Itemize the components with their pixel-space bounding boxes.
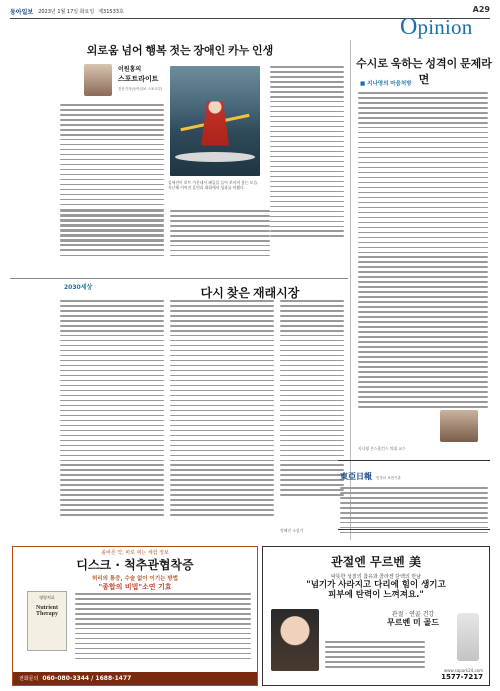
donga-brand: 東亞日報 — [340, 472, 372, 481]
opinion-logo-initial: O — [400, 14, 418, 40]
page-number: A29 — [472, 5, 490, 14]
ad-book-title: Nutrient Therapy — [35, 605, 58, 617]
author-column-name: 스포트라이트 — [118, 75, 159, 83]
ad-right-quote-1: "넘기가 사라지고 다리에 힘이 생기고 — [306, 580, 446, 590]
ad-left-title: 디스크 · 척추관협착증 — [76, 558, 194, 572]
ad-book-subtitle: 영양치료 — [39, 595, 55, 600]
opinion-logo — [400, 14, 472, 41]
advertisement-murben[interactable] — [262, 546, 490, 686]
right-column-label-text: 지나영의 마음처방 — [367, 81, 412, 87]
right-column-label: ■ 지나영의 마음처방 — [360, 81, 412, 87]
ad-product-bottle — [457, 613, 479, 661]
ad-book-cover — [27, 591, 67, 651]
ad-right-contact — [441, 668, 483, 681]
opinion-logo-rest: pinion — [417, 15, 473, 39]
article1-body-col3 — [170, 210, 270, 256]
article1-headline: 외로움 넘어 행복 젓는 장애인 카누 인생 — [86, 45, 274, 57]
article1-body-col4 — [270, 66, 344, 237]
canoe-photo — [170, 66, 260, 176]
ad-left-phone-label: 전화문의 — [19, 676, 39, 682]
ad-right-sub: 따뜻한 성질의 참유과 콜라겐 단백의 만남 — [330, 574, 422, 580]
article2-headline: 다시 찾은 재래시장 — [200, 286, 300, 300]
author-photo — [84, 64, 112, 96]
section2-label: 2030세상 — [64, 284, 93, 291]
ad-right-headline: 관절엔 무르벤 美 — [331, 555, 421, 569]
donga-info-lines — [340, 487, 488, 533]
ad-left-phone-number: 060-080-3344 / 1688-1477 — [42, 675, 132, 682]
right-byline: 지나영 존스홉킨스 의대 교수 — [358, 446, 406, 451]
ad-right-body — [325, 641, 425, 668]
article1-body-col2 — [60, 210, 164, 256]
masthead-date: 2023년 1월 17일 화요일 — [38, 8, 95, 15]
author-title: 전문기자(동아일보 스포츠부) — [118, 87, 163, 91]
canoe-shape — [175, 152, 255, 162]
donga-tagline: 민족의 표현기관 — [376, 476, 401, 480]
ad-right-tel: 1577-7217 — [441, 673, 483, 681]
ad-left-sub: 허리의 통증, 수술 없이 이기는 방법 — [91, 576, 179, 582]
author-block — [84, 64, 162, 96]
ad-left-top: 올바른 약, 바로 먹는 체험 정보 — [13, 547, 257, 556]
ad-product-block — [383, 611, 443, 627]
donga-masthead-box — [338, 460, 490, 530]
ad-product-line: 관절 · 연골 건강 — [391, 611, 435, 618]
paper-logo: 동아일보 — [10, 8, 34, 16]
right-author-photo — [440, 410, 478, 442]
section-rule — [10, 278, 348, 279]
author-name: 이원홍의 — [118, 66, 142, 73]
right-column-body — [358, 92, 488, 408]
article2-body-col1 — [60, 300, 164, 516]
ad-model-photo — [271, 609, 319, 671]
ad-left-phone-bar — [13, 672, 257, 685]
ad-product-name: 무르벤 미 골드 — [387, 618, 439, 627]
ad-left-sub2: "종합의 비법"소연 ​기효 — [98, 583, 172, 591]
ad-right-url[interactable]: www.sapark24.com — [443, 668, 483, 673]
article2-body-col2 — [170, 300, 274, 516]
article2-byline: 정혜진 소설가 — [280, 528, 304, 533]
article2-body-col3 — [280, 300, 344, 496]
ad-left-body — [75, 593, 251, 659]
advertisement-disc[interactable] — [12, 546, 258, 686]
ad-right-quote-2: 피부에 탄력이 느껴져요." — [328, 590, 424, 600]
photo-caption: 김세진이 보트 가운데서 패들을 들어 보이며 웃는 모습. 지난해 이어진 훈련과 대회에서 성과를 이뤘다. — [168, 180, 259, 190]
masthead-issue: 제31533호 — [98, 8, 124, 15]
right-headline: 수시로 욱하는 성격이 문제라면 — [356, 58, 492, 86]
